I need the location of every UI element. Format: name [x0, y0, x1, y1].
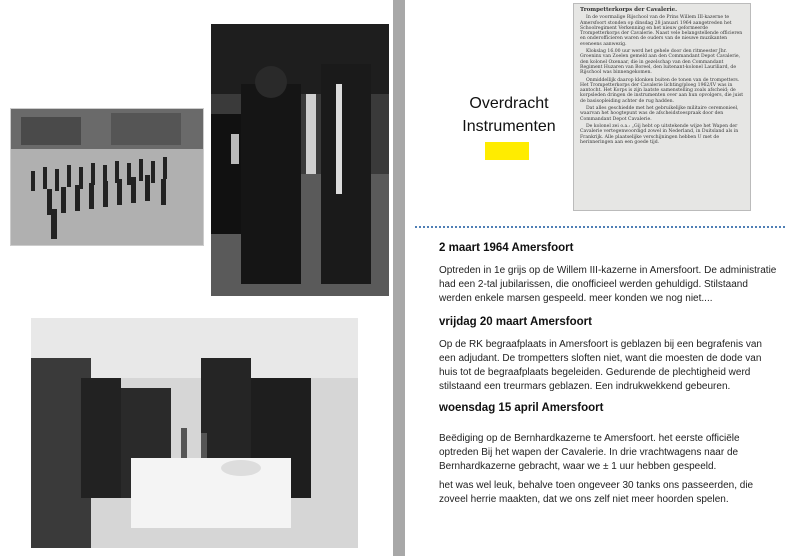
left-page [0, 0, 393, 556]
clipping-paragraph: Dat alles geschiedde met het gebruikelijke militaire ceremonieel, waarvan het hoogtepunt was de afscheidstoespraak door den Commandant Depot Cavalerie. [580, 106, 739, 122]
section-heading: vrijdag 20 maart Amersfoort [439, 316, 592, 328]
section-heading: 2 maart 1964 Amersfoort [439, 242, 574, 254]
clipping-title: Trompetterkorps der Cavalerie. [580, 7, 677, 13]
clipping-paragraph: Onmiddellijk daarop klonken buiten de tonen van de trompetters. Het Trompetterkorps der Cavalerie lichting/ploeg 1962/IV was in aantocht. Het Korps is zijn laatste samenstelling zoals afscheid; de korpsleden dringen de instrumenten over aan hun opvolgers, die juist de basisopleiding achter de rug hadden. [580, 77, 744, 104]
photo-trumpeters-playing [211, 24, 389, 296]
title-line-1: Overdracht [469, 95, 549, 112]
newspaper-clipping [573, 3, 751, 211]
clipping-paragraph: Klokslag 16.00 uur werd het gehele door den ritmeester Jhr. Groeninx van Zoelen gemeld aan den Commandant Depot Cavalerie, den kolonel Oxenaar, die in gezelschap van den Commandant Regiment Huzaren van Boreel, den luitenant-kolonel Lauriliard, de Rijschool was binnengekomen. [580, 49, 741, 76]
section-paragraph: Optreden in 1e grijs op de Willem III-kazerne in Amersfoort. De administratie had een 2-tal jubilarissen, die onofficieel werden gehuldigd. Stilstaand werden enkele marsen gespeeld. meer konden we nog niet.... [439, 265, 777, 304]
clipping-paragraph: De kolonel zei o.a.: „Gij hebt op uitstekende wijze het Wapen der Cavalerie vertegenwoordigd zowel in Nederland, in Duitsland als in Frankrijk. Alle plaatselijke verschijningen hebben U met de herinneringen aan een goede tijd. [580, 123, 739, 145]
page-title [449, 92, 569, 138]
photo-group-dinner [31, 318, 358, 548]
section-paragraph: Op de RK begraafplaats in Amersfoort is geblazen bij een begrafenis van een adjudant. De trompetters sloften niet, want die moesten de dode van huis tot de begraafplaats begeleiden. Gedurende de plechtigheid werd stilstaand een treurmars geblazen. Een indrukwekkend gebeuren. [439, 339, 762, 392]
section-heading: woensdag 15 april Amersfoort [439, 402, 604, 414]
highlight-marker [485, 142, 529, 160]
photo-band-parade [10, 108, 204, 246]
section-paragraph: Beëdiging op de Bernhardkazerne te Amersfoort. het eerste officiële optreden Bij het wapen der Cavalerie. In drie vrachtwagens naar de Bernhardkazerne gebracht, waar we ± 1 uur hebben gespeeld. [439, 433, 740, 472]
section-paragraph: het was wel leuk, behalve toen ongeveer 30 tanks ons passeerden, die zoveel herrie maakten, dat we ons zelf niet meer hoorden spelen. [439, 480, 754, 505]
title-line-2: Instrumenten [462, 118, 556, 135]
dotted-divider [415, 226, 785, 228]
right-page [405, 0, 800, 556]
clipping-paragraph: In de voormalige Rijschool van de Prins Willem III-kazerne te Amersfoort stonden op dinsdag 28 januari 1964 aangetreden het Schoolregiment Verkenning en het nieuw geformeerde Trompetterkorps der Cavalerie. Naast vele belangstellende officieren en onderofficieren waren de ouders van de nieuwe muzikanten eveneens aanwezig. [580, 15, 743, 47]
